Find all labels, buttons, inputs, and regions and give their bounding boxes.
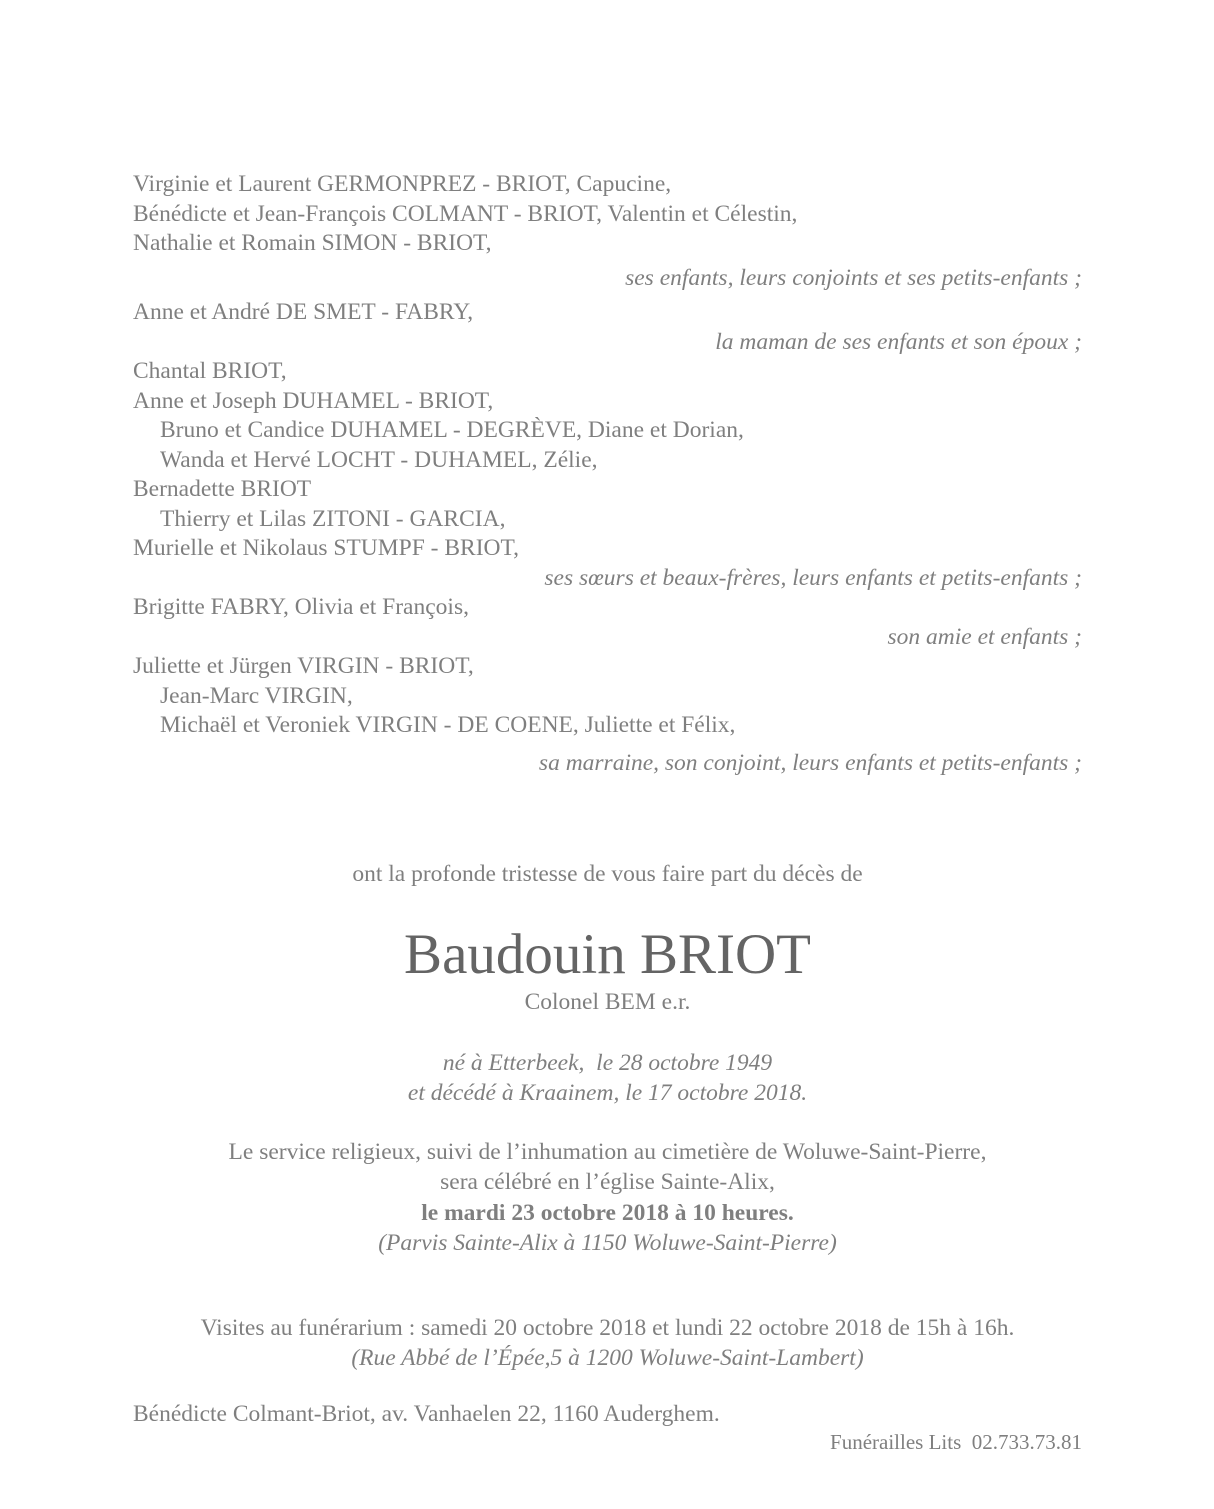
relation-line: ses enfants, leurs conjoints et ses petits-enfants ; [625, 264, 1082, 291]
service-date-line: le mardi 23 octobre 2018 à 10 heures. [421, 1199, 794, 1226]
family-line: Brigitte FABRY, Olivia et François, [133, 594, 469, 620]
family-line: Jean-Marc VIRGIN, [160, 682, 353, 709]
family-line: Anne et André DE SMET - FABRY, [133, 299, 474, 325]
birth-death-section [133, 1049, 1082, 1108]
contact-address-line: Bénédicte Colmant-Briot, av. Vanhaelen 22, 1160 Auderghem. [133, 1400, 720, 1427]
deceased-rank: Colonel BEM e.r. [524, 988, 691, 1015]
family-line: Nathalie et Romain SIMON - BRIOT, [133, 230, 492, 256]
family-line: Bernadette BRIOT [133, 476, 312, 502]
family-line: Bruno et Candice DUHAMEL - DEGRÈVE, Diane et Dorian, [160, 417, 744, 443]
service-location-line: (Parvis Sainte-Alix à 1150 Woluwe-Saint-Pierre) [378, 1229, 837, 1256]
family-line: Murielle et Nikolaus STUMPF - BRIOT, [133, 535, 519, 561]
service-line-1: Le service religieux, suivi de l’inhumation au cimetière de Woluwe-Saint-Pierre, [228, 1139, 987, 1165]
family-line: Chantal BRIOT, [133, 358, 287, 384]
death-line: et décédé à Kraainem, le 17 octobre 2018. [407, 1079, 808, 1106]
service-section [133, 1137, 1082, 1258]
visits-address-line: (Rue Abbé de l’Épée,5 à 1200 Woluwe-Saint-Lambert) [351, 1345, 864, 1372]
family-line: Thierry et Lilas ZITONI - GARCIA, [160, 505, 506, 532]
family-list [133, 170, 1082, 778]
family-line: Michaël et Veroniek VIRGIN - DE COENE, Juliette et Félix, [160, 712, 736, 738]
relation-line: la maman de ses enfants et son époux ; [715, 328, 1082, 355]
relation-line: sa marraine, son conjoint, leurs enfants et petits-enfants ; [538, 749, 1082, 776]
service-line-2: sera célébré en l’église Sainte-Alix, [440, 1169, 775, 1196]
family-line: Juliette et Jürgen VIRGIN - BRIOT, [133, 653, 474, 679]
deceased-name: Baudouin BRIOT [404, 922, 811, 986]
birth-line: né à Etterbeek, le 28 octobre 1949 [442, 1050, 773, 1076]
family-line: Wanda et Hervé LOCHT - DUHAMEL, Zélie, [160, 446, 598, 473]
relation-line: ses sœurs et beaux-frères, leurs enfants et petits-enfants ; [544, 564, 1082, 591]
family-line: Anne et Joseph DUHAMEL - BRIOT, [133, 387, 494, 414]
visits-section [133, 1313, 1082, 1374]
funeral-home-line: Funérailles Lits 02.733.73.81 [830, 1430, 1082, 1455]
family-line: Virginie et Laurent GERMONPREZ - BRIOT, Capucine, [133, 171, 672, 197]
relation-line: son amie et enfants ; [887, 623, 1082, 650]
visits-line: Visites au funérarium : samedi 20 octobre 2018 et lundi 22 octobre 2018 de 15h à 16h. [200, 1315, 1015, 1342]
announcement-section [133, 860, 1082, 1017]
announcement-line: ont la profonde tristesse de vous faire part du décès de [352, 861, 863, 887]
family-line: Bénédicte et Jean-François COLMANT - BRIOT, Valentin et Célestin, [133, 200, 798, 227]
